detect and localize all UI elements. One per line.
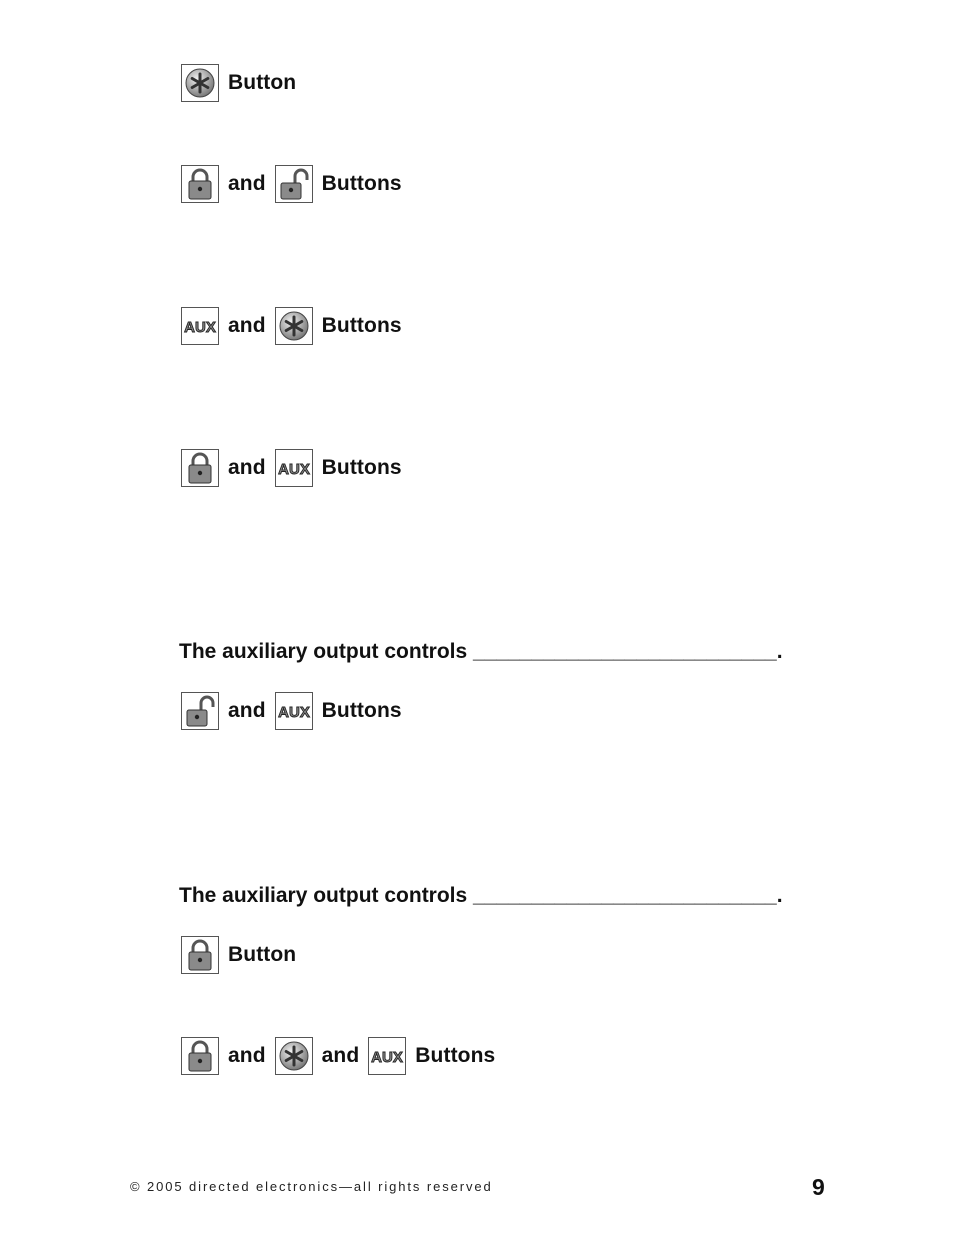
row-label: and bbox=[228, 314, 266, 337]
row-label: and bbox=[228, 456, 266, 479]
lock-button-row bbox=[181, 935, 305, 975]
asterisk-icon bbox=[275, 307, 313, 345]
asterisk-icon bbox=[275, 1037, 313, 1075]
lock-icon bbox=[181, 449, 219, 487]
aux-icon bbox=[368, 1037, 406, 1075]
row-label: Buttons bbox=[321, 699, 402, 722]
aux-icon bbox=[181, 307, 219, 345]
copyright-footer: © 2005 directed electronics—all rights reserved bbox=[130, 1179, 493, 1194]
row-label: Buttons bbox=[415, 1044, 496, 1067]
row-label: and bbox=[321, 1044, 360, 1067]
fill-in-sentence: The auxiliary output controls __________________________. bbox=[179, 640, 783, 663]
aux-icon-text: AUX bbox=[277, 461, 310, 478]
row-label: Button bbox=[228, 943, 297, 966]
aux-icon-text: AUX bbox=[277, 704, 310, 721]
lock-icon bbox=[181, 936, 219, 974]
unlock-icon bbox=[275, 165, 313, 203]
row-label: Buttons bbox=[321, 172, 402, 195]
page-number: 9 bbox=[812, 1174, 825, 1200]
row-label: and bbox=[228, 1044, 266, 1067]
aux-asterisk-buttons-row bbox=[181, 306, 411, 346]
asterisk-button-row bbox=[181, 63, 305, 103]
row-label: and bbox=[228, 172, 266, 195]
fill-in-sentence: The auxiliary output controls __________________________. bbox=[179, 884, 783, 907]
aux-icon bbox=[275, 449, 313, 487]
lock-aux-buttons-row bbox=[181, 448, 411, 488]
row-label: Button bbox=[228, 71, 297, 94]
row-label: and bbox=[228, 699, 266, 722]
asterisk-icon bbox=[181, 64, 219, 102]
aux-icon-text: AUX bbox=[184, 319, 216, 336]
unlock-aux-buttons-row bbox=[181, 691, 411, 731]
row-label: Buttons bbox=[321, 456, 402, 479]
aux-icon-text: AUX bbox=[371, 1049, 404, 1066]
lock-asterisk-aux-buttons-row bbox=[181, 1036, 504, 1076]
lock-icon bbox=[181, 1037, 219, 1075]
row-label: Buttons bbox=[321, 314, 402, 337]
aux-icon bbox=[275, 692, 313, 730]
lock-icon bbox=[181, 165, 219, 203]
unlock-icon bbox=[181, 692, 219, 730]
lock-unlock-buttons-row bbox=[181, 164, 411, 204]
